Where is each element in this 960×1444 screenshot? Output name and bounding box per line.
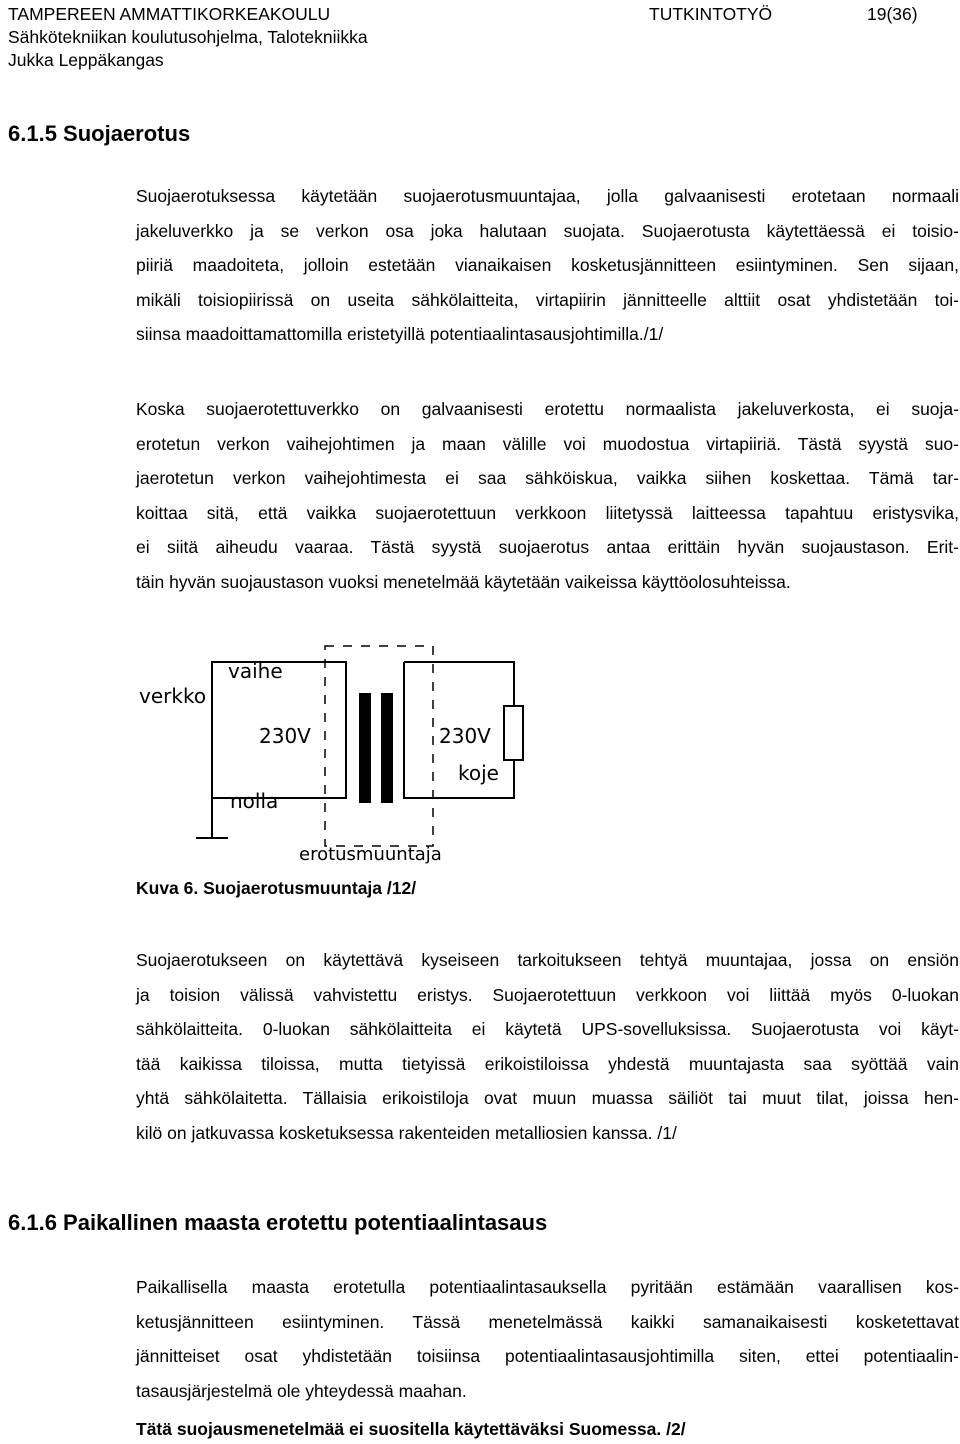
header-institution: TAMPEREEN AMMATTIKORKEAKOULU xyxy=(8,4,331,24)
label-voltage-primary: 230V xyxy=(259,724,311,748)
text-line: Suojaerotukseen on käytettävä kyseiseen tarkoitukseen tehtyä muuntajaa, jossa on ensiön xyxy=(136,950,959,970)
label-nolla: nolla xyxy=(230,789,279,813)
text-line: kilö on jatkuvassa kosketuksessa rakenteiden metalliosien kanssa. /1/ xyxy=(136,1122,677,1143)
paragraph-615-3 xyxy=(136,943,959,1151)
text-line: mikäli toisiopiirissä on useita sähkölaitteita, virtapiirin jännitteelle alttiit osat yhdistetään toi- xyxy=(136,289,959,310)
text-line: tasausjärjestelmä ole yhteydessä maahan. xyxy=(136,1380,467,1401)
text-line: erotetun verkon vaihejohtimen ja maan välille voi muodostua virtapiiriä. Tästä syystä suo- xyxy=(136,433,959,454)
label-koje: koje xyxy=(458,761,499,785)
label-erotusmuuntaja: erotusmuuntaja xyxy=(299,844,442,865)
text-line: Koska suojaerotettuverkko on galvaanisesti erotettu normaalista jakeluverkosta, ei suoja- xyxy=(136,399,959,419)
paragraph-616-1 xyxy=(136,1270,959,1408)
label-verkko: verkko xyxy=(139,684,207,708)
section-title-615: 6.1.5 Suojaerotus xyxy=(8,121,191,146)
text-line: jännitteiset osat yhdistetään toisiinsa potentiaalintasausjohtimilla siten, ettei potentiaalin- xyxy=(136,1346,959,1367)
text-line: jaerotetun verkon vaihejohtimesta ei saa sähköiskua, vaikka siihen koskettaa. Tämä tar- xyxy=(136,468,959,489)
text-line: ei siitä aiheudu vaaraa. Tästä syystä suojaerotus antaa erittäin hyvän suojaustason. Erit- xyxy=(136,537,959,558)
text-line: Suojaerotuksessa käytetään suojaerotusmuuntajaa, jolla galvaanisesti erotetaan normaali xyxy=(136,186,959,206)
paragraph-615-1 xyxy=(136,179,959,352)
text-line: ketusjännitteen esiintyminen. Tässä menetelmässä kaikki samanaikaisesti kosketettavat xyxy=(136,1311,959,1332)
text-line: täin hyvän suojaustason vuoksi menetelmää käytetään vaikeissa käyttöolosuhteissa. xyxy=(136,571,791,592)
text-line: ja toision välissä vahvistettu eristys. Suojaerotettuun verkkoon voi liittää myös 0-luokan xyxy=(136,984,959,1005)
text-line: yhtä sähkölaitetta. Tällaisia erikoistiloja ovat muun muassa säiliöt tai muut tilat, joissa hen- xyxy=(136,1088,959,1109)
header-doc-type: TUTKINTOTYÖ xyxy=(649,4,773,24)
header-author: Jukka Leppäkangas xyxy=(8,50,164,70)
paragraph-615-2 xyxy=(136,392,959,600)
note-bold: Tätä suojausmenetelmää ei suositella käytettäväksi Suomessa. /2/ xyxy=(136,1419,686,1439)
text-line: sähkölaitteita. 0-luokan sähkölaitteita ei käytetä UPS-sovelluksissa. Suojaerotusta voi käyt- xyxy=(136,1019,959,1040)
section-title-616: 6.1.6 Paikallinen maasta erotettu potentiaalintasaus xyxy=(8,1210,548,1235)
text-line: jakeluverkko ja se verkon osa joka halutaan suojata. Suojaerotusta käytettäessä ei toisio- xyxy=(136,220,959,241)
isolation-transformer-diagram xyxy=(134,640,554,870)
text-line: koittaa sitä, että vaikka suojaerotettuun verkkoon liitetyssä laitteessa tapahtuu eristysvika, xyxy=(136,502,959,523)
header-page-number: 19(36) xyxy=(867,4,918,24)
text-line: tää kaikissa tiloissa, mutta tietyissä erikoistiloissa yhdestä muuntajasta saa syöttää vain xyxy=(136,1053,959,1074)
label-voltage-secondary: 230V xyxy=(439,724,491,748)
text-line: piiriä maadoiteta, jolloin estetään vianaikaisen kosketusjännitteen esiintyminen. Sen sijaan, xyxy=(136,255,959,276)
label-vaihe: vaihe xyxy=(228,659,283,683)
text-line: Paikallisella maasta erotetulla potentiaalintasauksella pyritään estämään vaarallisen kos- xyxy=(136,1277,959,1297)
header-program: Sähkötekniikan koulutusohjelma, Talotekniikka xyxy=(8,27,368,47)
text-line: siinsa maadoittamattomilla eristetyillä potentiaalintasausjohtimilla./1/ xyxy=(136,324,664,345)
figure-caption: Kuva 6. Suojaerotusmuuntaja /12/ xyxy=(136,878,417,898)
